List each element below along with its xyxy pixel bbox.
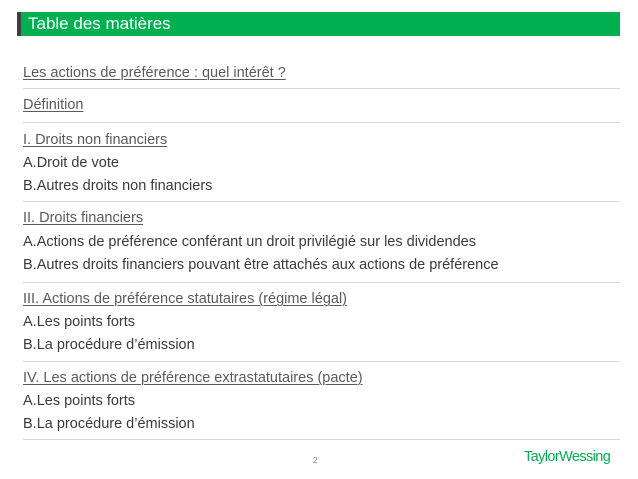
divider xyxy=(23,122,620,123)
toc-section-1-item-a: A.Droit de vote xyxy=(23,155,119,171)
divider xyxy=(23,88,620,89)
toc-section-1-item-b: B.Autres droits non financiers xyxy=(23,178,213,194)
title-bar xyxy=(17,12,620,36)
divider xyxy=(23,361,620,362)
divider xyxy=(23,201,620,202)
toc-section-2-item-b: B.Autres droits financiers pouvant être attachés aux actions de préférence xyxy=(23,257,499,273)
divider xyxy=(23,282,620,283)
toc-definition-link[interactable]: Définition xyxy=(23,97,84,113)
toc-section-3-heading[interactable]: III. Actions de préférence statutaires (régime légal) xyxy=(23,291,347,307)
toc-section-3-item-b: B.La procédure d’émission xyxy=(23,337,195,353)
toc-section-2-heading[interactable]: II. Droits financiers xyxy=(23,210,144,226)
toc-section-3-item-a: A.Les points forts xyxy=(23,314,136,330)
toc-section-4-item-b: B.La procédure d’émission xyxy=(23,416,195,432)
toc-section-1-heading[interactable]: I. Droits non financiers xyxy=(23,132,168,148)
page-title: Table des matières xyxy=(28,14,171,33)
toc-section-4-item-a: A.Les points forts xyxy=(23,393,136,409)
divider xyxy=(23,439,620,440)
page-number: 2 xyxy=(313,456,318,465)
toc-intro-link[interactable]: Les actions de préférence : quel intérêt ? xyxy=(23,65,286,81)
toc-section-4-heading[interactable]: IV. Les actions de préférence extrastatutaires (pacte) xyxy=(23,370,363,386)
taylorwessing-logo: TaylorWessing xyxy=(524,449,611,465)
toc-section-2-item-a: A.Actions de préférence conférant un droit privilégié sur les dividendes xyxy=(23,234,476,250)
